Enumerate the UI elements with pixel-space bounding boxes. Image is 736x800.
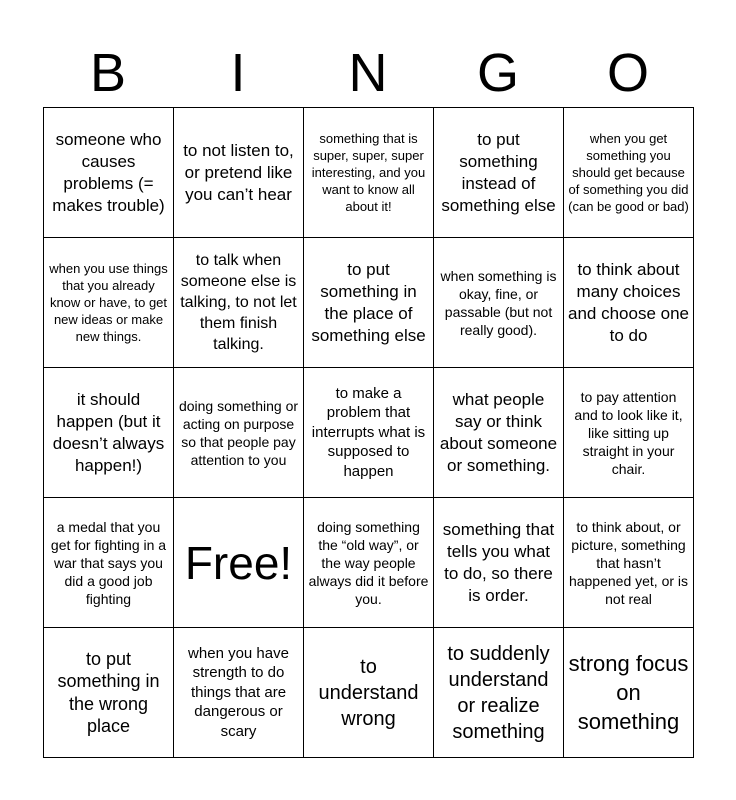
bingo-cell[interactable] [174, 108, 304, 238]
bingo-cell[interactable] [44, 238, 174, 368]
cell-text: to put something instead of something else [441, 129, 556, 215]
cell-text: to think about, or picture, something that hasn’t happened yet, or is not real [568, 518, 689, 607]
cell-text: to understand wrong [318, 655, 419, 730]
cell-text: when something is okay, fine, or passable (but not really good). [440, 267, 557, 338]
bingo-header [43, 40, 693, 106]
cell-text: something that tells you what to do, so there is order. [442, 519, 555, 605]
bingo-cell[interactable] [304, 238, 434, 368]
bingo-cell[interactable] [304, 368, 434, 498]
cell-text: to pay attention and to look like it, like sitting up straight in your chair. [574, 388, 683, 477]
cell-text: to not listen to, or pretend like you can’t hear [183, 140, 294, 204]
cell-text: when you use things that you already know or have, to get new ideas or make new things. [49, 261, 168, 344]
cell-text: when you have strength to do things that are dangerous or scary [188, 644, 289, 740]
bingo-grid [43, 107, 694, 758]
cell-text: doing something or acting on purpose so that people pay attention to you [178, 397, 299, 468]
bingo-cell[interactable] [434, 628, 564, 758]
cell-text: to put something in the place of something else [311, 259, 426, 345]
bingo-cell[interactable] [174, 238, 304, 368]
bingo-cell[interactable] [564, 108, 694, 238]
free-label: Free! [184, 536, 293, 589]
bingo-cell[interactable] [174, 628, 304, 758]
cell-text: strong focus on something [568, 651, 689, 734]
bingo-cell[interactable] [434, 238, 564, 368]
bingo-cell[interactable] [304, 108, 434, 238]
cell-text: it should happen (but it doesn’t always happen!) [52, 389, 165, 475]
header-letter-n: N [348, 43, 388, 103]
bingo-cell[interactable] [434, 368, 564, 498]
header-letter-b: B [89, 43, 127, 103]
cell-text: something that is super, super, super interesting, and you want to know all about it! [311, 131, 426, 214]
bingo-cell[interactable] [174, 368, 304, 498]
cell-text: to put something in the wrong place [57, 648, 160, 736]
header-letter-o: O [606, 43, 649, 103]
cell-text: to make a problem that interrupts what is supposed to happen [311, 384, 426, 480]
bingo-cell[interactable] [564, 368, 694, 498]
cell-text: to suddenly understand or realize something [447, 642, 550, 743]
bingo-cell[interactable] [44, 368, 174, 498]
header-letter-g: G [476, 43, 519, 103]
bingo-cell[interactable] [304, 498, 434, 628]
cell-text: doing something the “old way”, or the way people always did it before you. [308, 518, 429, 607]
cell-text: when you get something you should get because of something you did (can be good or bad) [568, 131, 689, 214]
bingo-cell[interactable] [564, 628, 694, 758]
cell-text: a medal that you get for fighting in a war that says you did a good job fighting [50, 518, 167, 607]
cell-text: to talk when someone else is talking, to not let them finish talking. [180, 252, 297, 353]
bingo-cell[interactable] [44, 628, 174, 758]
bingo-cell[interactable] [44, 498, 174, 628]
bingo-cell[interactable] [304, 628, 434, 758]
cell-text: to think about many choices and choose one to do [568, 259, 689, 345]
cell-text: someone who causes problems (= makes trouble) [52, 129, 165, 215]
header-letter-i: I [230, 43, 246, 103]
bingo-cell[interactable] [564, 498, 694, 628]
bingo-cell[interactable] [564, 238, 694, 368]
bingo-cell[interactable] [44, 108, 174, 238]
free-cell[interactable] [174, 498, 304, 628]
bingo-cell[interactable] [434, 108, 564, 238]
cell-text: what people say or think about someone or something. [439, 389, 558, 475]
bingo-cell[interactable] [434, 498, 564, 628]
